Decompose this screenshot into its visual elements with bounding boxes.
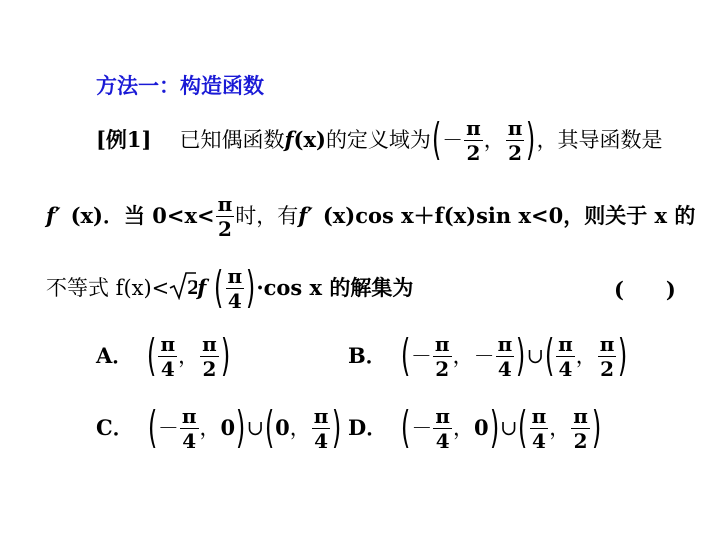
comma: ，: [199, 416, 221, 440]
left-paren: (: [147, 330, 157, 381]
comma: ，: [549, 416, 571, 440]
fraction-pi-over-2: $\frac{\pi}{2}$: [466, 115, 481, 165]
union-symbol: ∪: [499, 416, 518, 440]
fraction: $\frac{\pi}{4}$: [531, 403, 547, 453]
derivative-symbol: f′: [46, 203, 61, 228]
problem-line-3: [46, 262, 413, 314]
text: (x): [293, 127, 326, 152]
fraction-pi-over-4: $\frac{\pi}{4}$: [227, 263, 243, 313]
union-symbol: ∪: [246, 416, 264, 440]
comma: ，: [453, 416, 475, 440]
option-c[interactable]: [96, 402, 343, 454]
fraction: $\frac{\pi}{2}$: [573, 403, 588, 453]
minus-sign: －: [410, 344, 432, 368]
right-paren: ): [618, 330, 628, 381]
left-paren: (: [264, 402, 275, 453]
fraction: $\frac{\pi}{4}$: [435, 403, 451, 453]
left-paren: (: [400, 330, 411, 381]
left-paren: (: [401, 402, 411, 453]
option-b[interactable]: [348, 330, 629, 382]
right-paren: ): [220, 330, 231, 381]
option-label: A．: [96, 343, 134, 368]
option-label: C．: [96, 415, 134, 440]
fraction: $\frac{\pi}{4}$: [181, 403, 197, 453]
problem-line-1: [96, 114, 663, 166]
section-heading: 方法一：构造函数: [96, 74, 264, 98]
right-paren: ): [516, 330, 526, 381]
fraction-pi-over-2: $\frac{\pi}{2}$: [507, 115, 523, 165]
minus-sign: －: [411, 416, 433, 440]
text: (x)．当 0<x<: [70, 203, 215, 228]
svg-text:2: 2: [187, 276, 198, 299]
minus-sign: －: [157, 416, 179, 440]
text: 时，有: [235, 204, 299, 228]
option-label: D．: [348, 415, 388, 440]
comma: ，: [289, 416, 311, 440]
problem-line-2: [46, 190, 695, 242]
left-paren: (: [518, 402, 528, 453]
fraction: $\frac{\pi}{2}$: [434, 331, 450, 381]
comma: ，: [483, 128, 505, 152]
text: 不等式 f(x)<: [46, 276, 170, 300]
right-paren: ): [236, 402, 246, 453]
example-label: [例1]: [96, 127, 152, 152]
fraction: $\frac{\pi}{4}$: [160, 331, 176, 381]
minus-sign: －: [473, 344, 495, 368]
text: ，其导函数是: [536, 128, 663, 152]
minus-sign: －: [442, 128, 464, 152]
left-paren: (: [147, 402, 158, 453]
fraction: $\frac{\pi}{2}$: [202, 331, 217, 381]
text: 已知偶函数: [179, 128, 285, 152]
function-symbol: f: [284, 127, 294, 152]
zero: 0: [275, 415, 290, 440]
left-paren: (: [431, 114, 442, 165]
comma: ，: [178, 344, 200, 368]
function-symbol: f: [197, 275, 207, 300]
text: ·cos x 的解集为: [256, 275, 414, 300]
text: (x)cos x＋f(x)sin x<0，则关于 x 的: [322, 203, 696, 228]
comma: ，: [575, 344, 597, 368]
text: 的定义域为: [325, 128, 431, 152]
fraction: $\frac{\pi}{4}$: [558, 331, 573, 381]
comma: ，: [452, 344, 474, 368]
fraction: $\frac{\pi}{4}$: [313, 403, 329, 453]
left-paren: (: [214, 262, 224, 313]
option-a[interactable]: [96, 330, 231, 382]
right-paren: ): [332, 402, 342, 453]
fraction: $\frac{\pi}{4}$: [497, 331, 513, 381]
derivative-symbol: f′: [298, 203, 313, 228]
left-paren: (: [544, 330, 555, 381]
union-symbol: ∪: [526, 344, 544, 368]
answer-blank: ( ): [614, 277, 676, 302]
zero: 0: [220, 415, 236, 440]
fraction-pi-over-2: $\frac{\pi}{2}$: [217, 191, 233, 241]
option-label: B．: [348, 343, 387, 368]
right-paren: ): [526, 114, 536, 165]
fraction: $\frac{\pi}{2}$: [599, 331, 615, 381]
right-paren: ): [591, 402, 602, 453]
right-paren: ): [489, 402, 499, 453]
sqrt-symbol: [169, 270, 197, 307]
right-paren: ): [246, 262, 256, 313]
zero: 0: [474, 415, 489, 440]
option-d[interactable]: [348, 402, 602, 454]
